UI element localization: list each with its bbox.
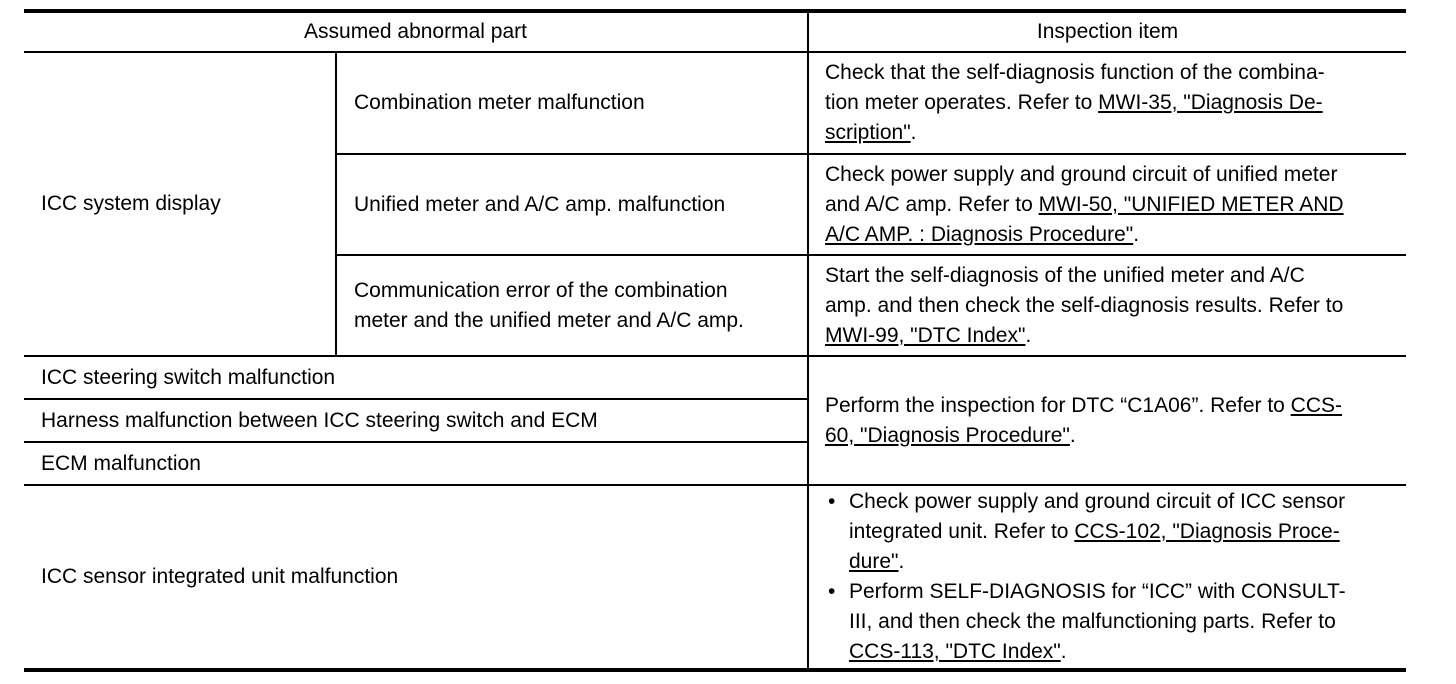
part-text: ICC sensor integrated unit malfunction [41,565,399,588]
inspection-cell-unified-meter [809,155,1406,254]
part-cell-steering-switch [24,357,807,398]
inspection-text: Check that the self-diagnosis function of the combina- [825,61,1325,84]
inspection-text-line [825,190,1406,220]
bullet-item [825,577,1406,667]
reference-link-ccs-60[interactable]: CCS- [1290,393,1343,417]
inspection-text-line [825,321,1406,351]
inspection-text-line [825,391,1406,421]
part-cell-combination-meter [337,53,807,153]
inspection-text-line [825,118,1406,148]
inspection-table [24,9,1406,672]
part-text: ECM malfunction [41,451,201,475]
reference-link-mwi-50[interactable]: MWI-50, "UNIFIED METER AND [1038,192,1344,216]
inspection-text: Start the self-diagnosis of the unified meter and A/C [825,263,1305,287]
part-cell-harness [24,400,807,441]
icc-system-display-label: ICC system display [41,192,221,215]
bullet-item [825,487,1406,577]
inspection-text: . [1069,423,1076,447]
inspection-text-line [849,517,1406,547]
inspection-text: tion meter operates. Refer to [825,91,1099,114]
reference-link-ccs-113[interactable]: CCS-113, "DTC Index" [849,640,1061,663]
part-text: Harness malfunction between ICC steering switch and ECM [41,408,598,432]
inspection-cell-steering-group [809,357,1406,484]
inspection-cell-combination-meter [809,53,1406,153]
icc-system-display-cell [24,53,335,355]
table-bottom-border [24,668,1406,672]
reference-link-ccs-102[interactable]: CCS-102, "Diagnosis Proce- [1074,520,1340,543]
inspection-text: and A/C amp. Refer to [825,192,1039,216]
inspection-text: Perform the inspection for DTC “C1A06”. Refer to [825,393,1291,417]
part-text: ICC steering switch malfunction [41,365,336,389]
inspection-text: . [1025,323,1032,347]
inspection-text-line [825,220,1406,250]
header-assumed-part-text: Assumed abnormal part [304,20,527,43]
inspection-text: integrated unit. Refer to [849,520,1075,543]
inspection-text-line [825,421,1406,451]
part-text: Combination meter malfunction [354,91,645,114]
reference-link-mwi-35-cont[interactable]: scription" [825,121,911,144]
reference-link-mwi-50-cont[interactable]: A/C AMP. : Diagnosis Procedure" [825,222,1134,246]
part-text: Communication error of the combination [354,278,728,302]
inspection-cell-sensor-unit [809,486,1406,668]
inspection-text: Check power supply and ground circuit of unified meter [825,162,1338,186]
reference-link-mwi-35[interactable]: MWI-35, "Diagnosis De- [1098,91,1323,114]
inspection-text-line [849,547,1406,577]
header-inspection-item [809,13,1406,51]
reference-link-mwi-99[interactable]: MWI-99, "DTC Index" [825,323,1026,347]
part-text: meter and the unified meter and A/C amp. [354,308,744,332]
inspection-text-line [849,637,1406,667]
inspection-text-line [825,88,1406,118]
part-cell-sensor-unit [24,486,807,668]
reference-link-ccs-102-cont[interactable]: dure" [849,550,899,573]
part-cell-ecm [24,443,807,484]
part-text: Unified meter and A/C amp. malfunction [354,192,726,216]
inspection-text: . [1060,640,1067,663]
inspection-text: . [1133,222,1140,246]
header-assumed-part [24,13,807,51]
inspection-cell-communication-error [809,256,1406,355]
part-cell-unified-meter [337,155,807,254]
inspection-text: amp. and then check the self-diagnosis results. Refer to [825,293,1344,317]
inspection-text: • Check power supply and ground circuit of ICC sensor [849,490,1346,513]
inspection-text: • Perform SELF-DIAGNOSIS for “ICC” with CONSULT- [849,580,1346,603]
inspection-text: . [910,121,917,144]
inspection-text: III, and then check the malfunctioning parts. Refer to [849,610,1336,633]
reference-link-ccs-60-cont[interactable]: 60, "Diagnosis Procedure" [825,423,1070,447]
header-inspection-item-text: Inspection item [1036,20,1179,43]
part-cell-communication-error [337,256,807,355]
inspection-text: . [898,550,905,573]
